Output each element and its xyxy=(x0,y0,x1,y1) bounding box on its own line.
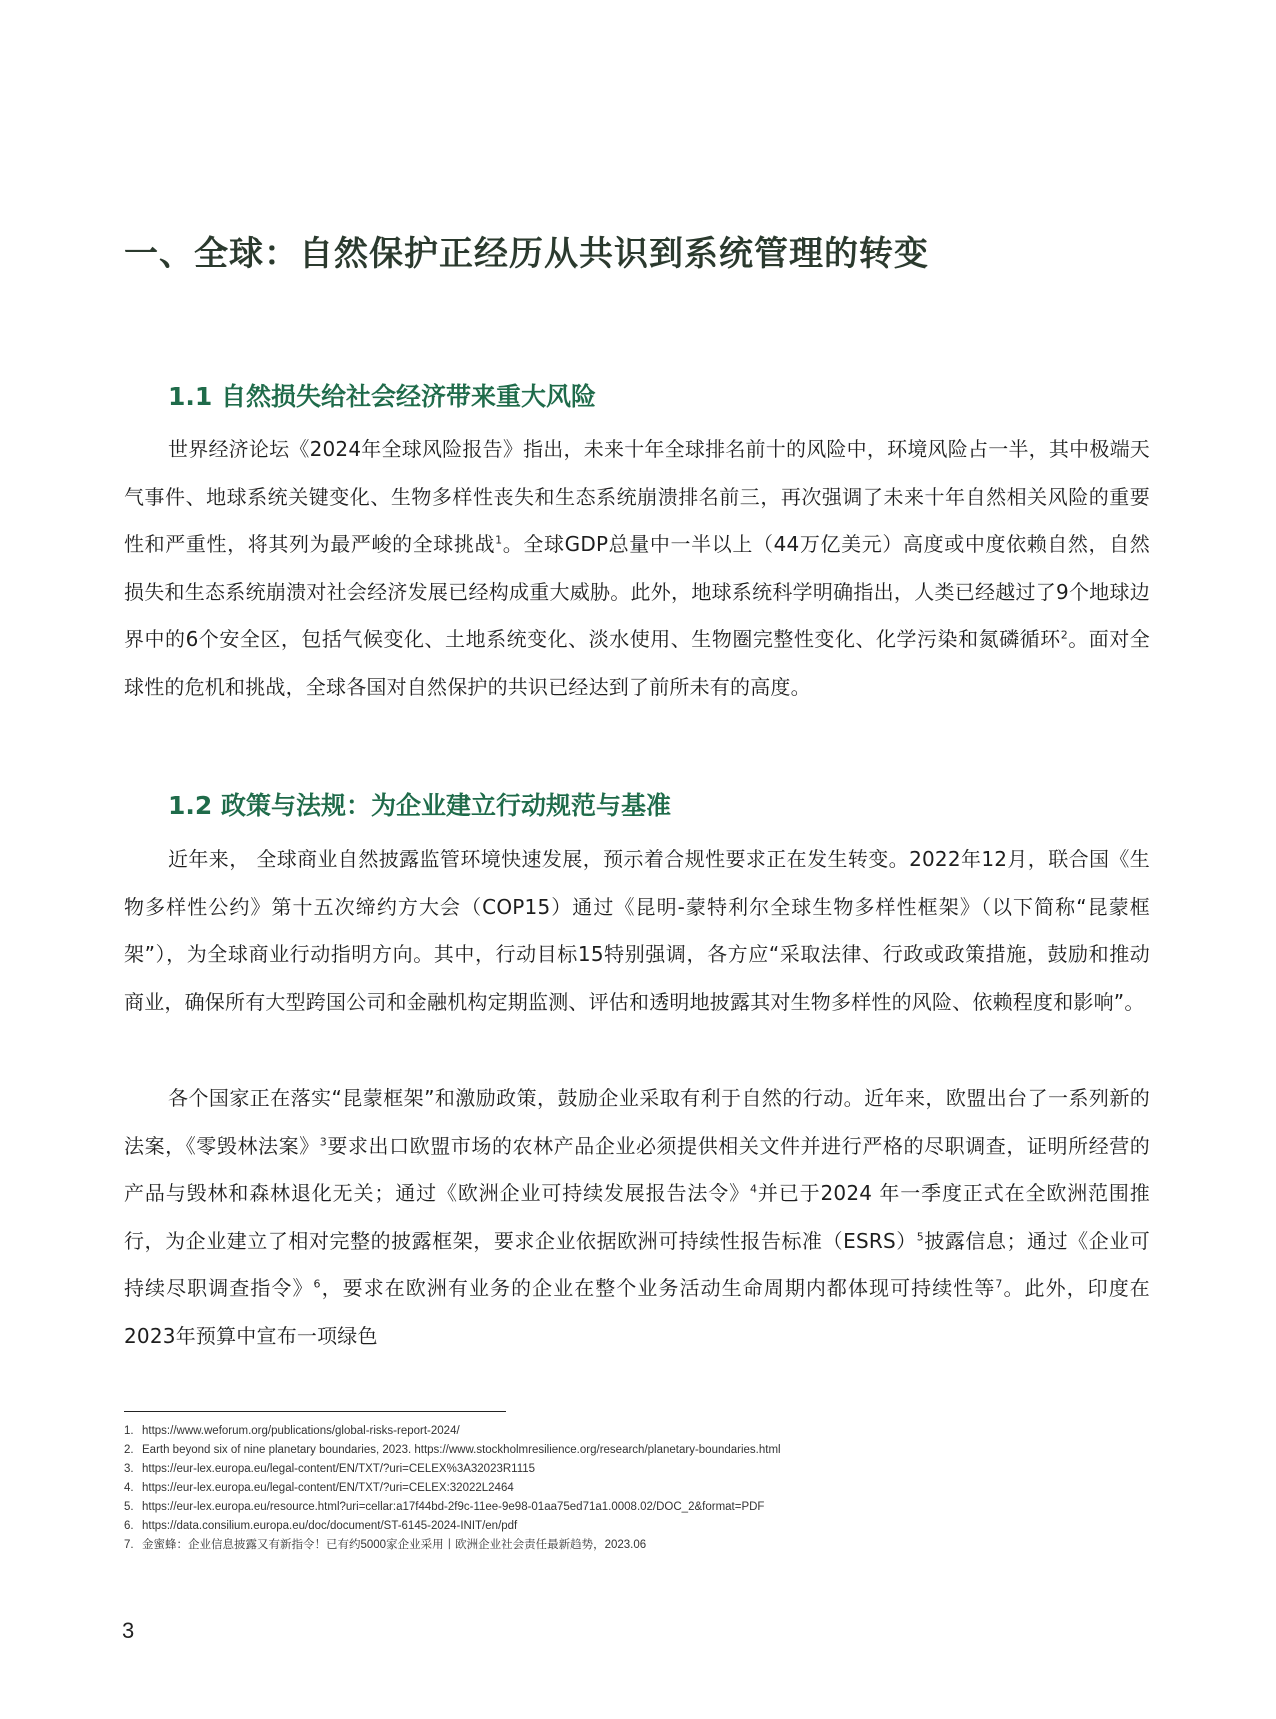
footnote-item xyxy=(124,1441,781,1460)
footnote-item xyxy=(124,1479,781,1498)
footnote-reference[interactable]: 6 xyxy=(313,1277,321,1291)
footnote-divider xyxy=(124,1411,506,1412)
body-paragraph xyxy=(124,426,1150,711)
section-title-1-1: 1.1 自然损失给社会经济带来重大风险 xyxy=(168,382,596,411)
footnote-item xyxy=(124,1422,781,1441)
section-title-1-2: 1.2 政策与法规：为企业建立行动规范与基准 xyxy=(168,791,671,820)
paragraph-text: 。面对全球性的危机和挑战，全球各国对自然保护的共识已经达到了前所未有的高度。 xyxy=(124,627,1150,699)
body-paragraph xyxy=(124,836,1150,1026)
footnote-reference[interactable]: 2 xyxy=(1060,628,1068,642)
footnote-item xyxy=(124,1536,781,1555)
paragraph-text: ，要求在欧洲有业务的企业在整个业务活动生命周期内都体现可持续性等 xyxy=(320,1276,996,1300)
footnote-reference[interactable]: 4 xyxy=(750,1182,758,1196)
page-number: 3 xyxy=(122,1618,135,1643)
chapter-title: 一、全球：自然保护正经历从共识到系统管理的转变 xyxy=(124,234,929,274)
footnote-item xyxy=(124,1498,781,1517)
footnote-number: 3. xyxy=(124,1463,134,1475)
footnote-item xyxy=(124,1460,781,1479)
footnote-text: 金蜜蜂：企业信息披露又有新指令！已有约5000家企业采用丨欧洲企业社会责任最新趋势，2023.06 xyxy=(142,1539,647,1551)
footnote-item xyxy=(124,1517,781,1536)
footnote-reference[interactable]: 7 xyxy=(995,1277,1003,1291)
footnote-number: 1. xyxy=(124,1425,134,1437)
paragraph-text: 近年来， 全球商业自然披露监管环境快速发展，预示着合规性要求正在发生转变。2022年12月，联合国《生物多样性公约》第十五次缔约方大会（COP15）通过《昆明-蒙特利尔全球生物多样性框架》（以下简称“昆蒙框架”），为全球商业行动指明方向。其中，行动目标15特别强调，各方应“采取法律、行政或政策措施，鼓励和推动商业，确保所有大型跨国公司和金融机构定期监测、评估和透明地披露其对生物多样性的风险、依赖程度和影响”。 xyxy=(124,847,1150,1014)
footnote-reference[interactable]: 3 xyxy=(319,1134,327,1148)
paragraph-text: 。全球GDP总量中一半以上（44万亿美元）高度或中度依赖自然，自然损失和生态系统崩溃对社会经济发展已经构成重大威胁。此外，地球系统科学明确指出，人类已经越过了9个地球边界中的6个安全区，包括气候变化、土地系统变化、淡水使用、生物圈完整性变化、化学污染和氮磷循环 xyxy=(124,532,1150,651)
footnotes-list xyxy=(124,1422,781,1555)
paragraph-text: 世界经济论坛《2024年全球风险报告》指出，未来十年全球排名前十的风险中，环境风险占一半，其中极端天气事件、地球系统关键变化、生物多样性丧失和生态系统崩溃排名前三，再次强调了未来十年自然相关风险的重要性和严重性，将其列为最严峻的全球挑战 xyxy=(124,437,1150,556)
footnote-number: 7. xyxy=(124,1539,134,1551)
paragraph-text: 。此外，印度在 2023年预算中宣布一项绿色 xyxy=(124,1276,1150,1348)
paragraph-text: 披露信息；通过《企业可持续尽职调查指令》 xyxy=(124,1228,1150,1300)
footnote-number: 2. xyxy=(124,1444,134,1456)
footnote-link[interactable]: https://eur-lex.europa.eu/legal-content/EN/TXT/?uri=CELEX%3A32023R1115 xyxy=(142,1463,536,1475)
paragraph-text: 各个国家正在落实“昆蒙框架”和激励政策，鼓励企业采取有利于自然的行动。近年来，欧盟出台了一系列新的法案，《零毁林法案》 xyxy=(124,1086,1150,1158)
footnote-number: 6. xyxy=(124,1520,134,1532)
footnote-link[interactable]: Earth beyond six of nine planetary boundaries, 2023. https://www.stockholmresilience.org/research/planetary-boundaries.html xyxy=(142,1444,781,1456)
footnote-link[interactable]: https://eur-lex.europa.eu/legal-content/EN/TXT/?uri=CELEX:32022L2464 xyxy=(142,1482,514,1494)
footnote-number: 4. xyxy=(124,1482,134,1494)
footnote-number: 5. xyxy=(124,1501,134,1513)
footnote-reference[interactable]: 1 xyxy=(495,533,503,547)
footnote-reference[interactable]: 5 xyxy=(916,1229,924,1243)
body-paragraph xyxy=(124,1075,1150,1360)
footnote-link[interactable]: https://www.weforum.org/publications/global-risks-report-2024/ xyxy=(142,1425,460,1437)
paragraph-text: 并已于2024 年一季度正式在全欧洲范围推行，为企业建立了相对完整的披露框架，要求企业依据欧洲可持续性报告标准（ESRS） xyxy=(124,1181,1150,1253)
footnote-link[interactable]: https://eur-lex.europa.eu/resource.html?uri=cellar:a17f44bd-2f9c-11ee-9e98-01aa75ed71a1.0008.02/DOC_2&format=PDF xyxy=(142,1501,765,1513)
footnote-link[interactable]: https://data.consilium.europa.eu/doc/document/ST-6145-2024-INIT/en/pdf xyxy=(142,1520,518,1532)
paragraph-text: 要求出口欧盟市场的农林产品企业必须提供相关文件并进行严格的尽职调查，证明所经营的产品与毁林和森林退化无关；通过《欧洲企业可持续发展报告法令》 xyxy=(124,1133,1151,1205)
